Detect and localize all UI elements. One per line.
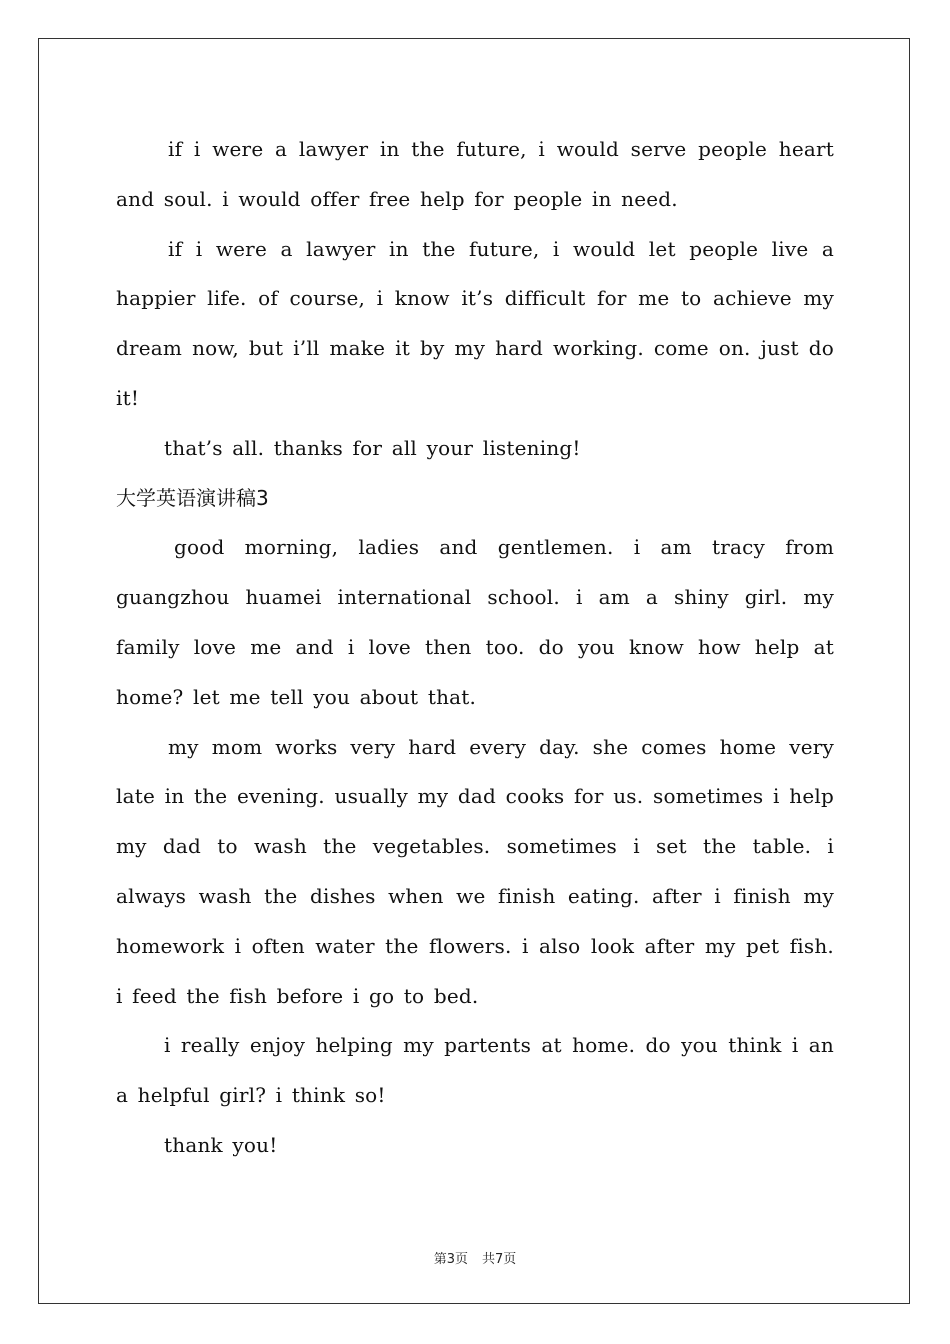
paragraph-lawyer-happier: if i were a lawyer in the future, i would let people live a happier life. of course, i know it’s difficult for me to achieve my dream now, but i’ll make it by my hard working. come on. just do it! — [116, 236, 834, 410]
page-footer — [0, 1248, 950, 1267]
section-heading: 大学英语演讲稿3 — [116, 485, 269, 510]
paragraph-thanks-listening: that’s all. thanks for all your listening! — [164, 435, 581, 460]
paragraph-mom-works: my mom works very hard every day. she comes home very late in the evening. usually my dad cooks for us. sometimes i help my dad to wash the vegetables. sometimes i set the table. i always wash the dishes when we finish eating. after i finish my homework i often water the flowers. i also look after my pet fish. i feed the fish before i go to bed. — [116, 734, 834, 1008]
page-number: 第3页 — [433, 1252, 468, 1267]
document-body — [116, 125, 834, 1171]
paragraph-good-morning: good morning, ladies and gentlemen. i am tracy from guangzhou huamei international school. i am a shiny girl. my family love me and i love then too. do you know how help at home? let me tell you about that. — [116, 535, 834, 709]
page-total: 共7页 — [482, 1252, 517, 1267]
paragraph-thank-you: thank you! — [164, 1132, 278, 1157]
paragraph-enjoy-helping: i really enjoy helping my partents at home. do you think i an a helpful girl? i think so! — [116, 1033, 834, 1108]
paragraph-lawyer-serve: if i were a lawyer in the future, i would serve people heart and soul. i would offer free help for people in need. — [116, 137, 834, 211]
